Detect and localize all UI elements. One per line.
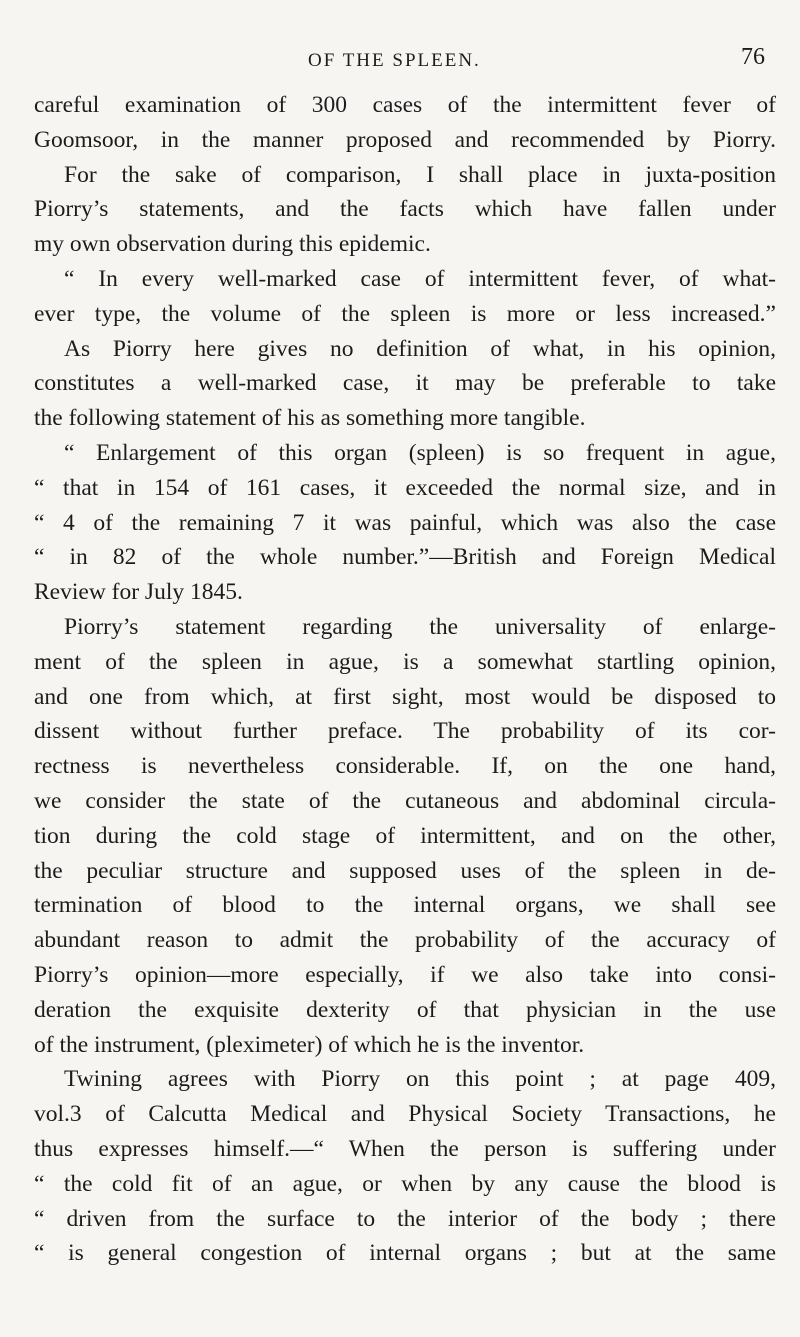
running-head: OF THE SPLEEN.: [308, 50, 481, 71]
text-line: “ driven from the surface to the interior of the body ; there: [34, 1205, 776, 1232]
text-line: Piorry’s statements, and the facts which have fallen under: [34, 196, 776, 223]
text-line: Review for July 1845.: [34, 579, 243, 606]
text-line: and one from which, at first sight, most would be disposed to: [34, 683, 776, 710]
text-line: As Piorry here gives no definition of what, in his opinion,: [64, 335, 776, 362]
text-line: “ the cold fit of an ague, or when by any cause the blood is: [34, 1170, 776, 1197]
text-line: “ 4 of the remaining 7 it was painful, which was also the case: [34, 509, 776, 536]
text-line: tion during the cold stage of intermittent, and on the other,: [34, 822, 776, 849]
text-line: the following statement of his as something more tangible.: [34, 405, 586, 432]
text-line: “ that in 154 of 161 cases, it exceeded the normal size, and in: [34, 474, 776, 501]
text-line: deration the exquisite dexterity of that physician in the use: [34, 996, 776, 1023]
text-line: vol.3 of Calcutta Medical and Physical Society Transactions, he: [34, 1101, 776, 1128]
text-line: Piorry’s statement regarding the universality of enlarge-: [64, 613, 776, 640]
text-line: “ In every well-marked case of intermittent fever, of what-: [64, 265, 776, 292]
text-line: we consider the state of the cutaneous and abdominal circula-: [34, 787, 776, 814]
text-line: Piorry’s opinion—more especially, if we also take into consi-: [34, 961, 776, 988]
text-line: ment of the spleen in ague, is a somewhat startling opinion,: [34, 648, 776, 675]
text-line: abundant reason to admit the probability of the accuracy of: [34, 927, 776, 954]
text-line: of the instrument, (pleximeter) of which he is the inventor.: [34, 1031, 585, 1058]
text-line: my own observation during this epidemic.: [34, 231, 431, 258]
text-line: “ in 82 of the whole number.”—British and Foreign Medical: [34, 544, 776, 571]
text-line: For the sake of comparison, I shall place in juxta-position: [64, 161, 776, 188]
text-line: careful examination of 300 cases of the intermittent fever of: [34, 92, 776, 118]
text-line: “ is general congestion of internal organs ; but at the same: [34, 1240, 776, 1267]
text-line: rectness is nevertheless considerable. If, on the one hand,: [34, 753, 776, 780]
text-line: thus expresses himself.—“ When the person is suffering under: [34, 1135, 776, 1162]
text-line: termination of blood to the internal organs, we shall see: [34, 892, 776, 919]
body-text: [34, 88, 776, 1271]
text-line: Goomsoor, in the manner proposed and recommended by Piorry.: [34, 126, 776, 153]
page-header: [0, 44, 800, 74]
text-line: Twining agrees with Piorry on this point ; at page 409,: [64, 1066, 776, 1093]
text-line: dissent without further preface. The probability of its cor-: [34, 718, 776, 745]
text-line: “ Enlargement of this organ (spleen) is so frequent in ague,: [64, 439, 776, 466]
page-number: 76: [741, 44, 765, 70]
text-line: the peculiar structure and supposed uses of the spleen in de-: [34, 857, 776, 884]
text-line: constitutes a well-marked case, it may be preferable to take: [34, 370, 776, 397]
text-line: ever type, the volume of the spleen is more or less increased.”: [34, 300, 776, 327]
